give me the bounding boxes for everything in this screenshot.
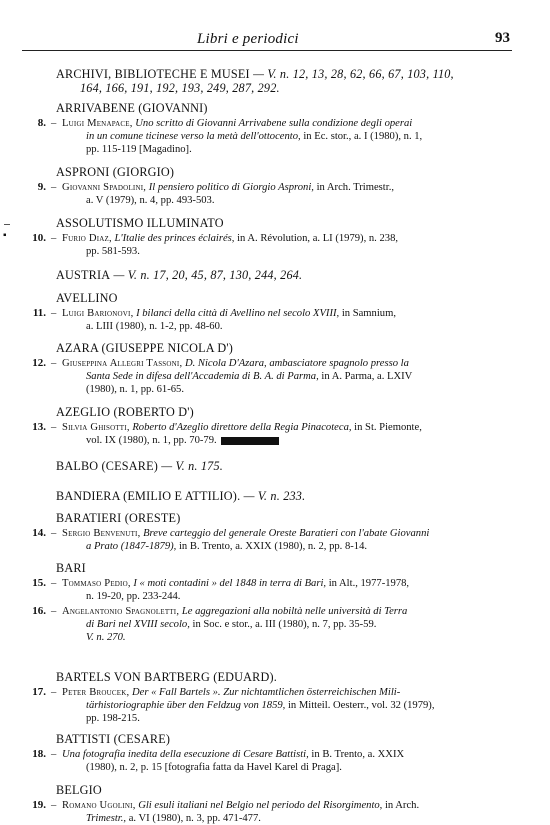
entry-body [62,799,518,825]
heading-text: AZEGLIO (ROBERTO D') [56,405,194,419]
heading-archivi [56,67,454,82]
entry-title-cont: tärhistoriographie über den Feldzug von 1859, [86,700,286,711]
entry-body [62,307,518,333]
entry-dash: – [51,182,57,193]
heading-text: AUSTRIA [56,268,111,282]
heading-bari [56,561,86,576]
entry-author: Silvia Ghisotti, [62,422,130,433]
entry-body [62,605,518,644]
entry-dash: – [51,800,57,811]
entry-title-cont: in un comune ticinese verso la metà dell'ottocento, [86,131,301,142]
entry-number: 17. [32,686,46,698]
entry-dash: – [51,528,57,539]
entry-author: Luigi Menapace, [62,118,133,129]
heading-text: BARATIERI (ORESTE) [56,511,181,525]
heading-text: BALBO (CESARE) [56,459,158,473]
heading-xref: — V. n. 233. [240,489,306,503]
entry-xref: V. n. 270. [86,632,126,643]
entry-title: Il pensiero politico di Giorgio Asproni, [146,182,314,193]
heading-balbo [56,459,223,474]
entry-body [62,357,518,396]
entry-source: in Samnium, [339,308,396,319]
entry-number: 10. [32,232,46,244]
entry-title: Una fotografia inedita della esecuzione di Cesare Battisti, [62,749,309,760]
entry-number: 13. [32,421,46,433]
heading-azeglio [56,405,194,420]
entry-source: in Mitteil. Oesterr., vol. 32 (1979), [285,700,435,711]
entry-title: Gli esuli italiani nel Belgio nel periodo del Risorgimento, [135,800,383,811]
heading-battisti [56,732,170,747]
entry-pages: pp. 115-119 [Magadino]. [86,144,192,155]
entry-dash: – [51,687,57,698]
entry-title: D. Nicola D'Azara, ambasciatore spagnolo presso la [182,358,409,369]
heading-assolutismo [56,216,224,231]
entry-author: Luigi Barionovi, [62,308,134,319]
entry-pages: a. V (1979), n. 4, pp. 493-503. [86,195,215,206]
entry-body [62,748,518,774]
heading-text: ARRIVABENE (GIOVANNI) [56,101,208,115]
entry-source: in B. Trento, a. XXIX (1980), n. 2, pp. 8-14. [176,541,368,552]
entry-author: Tommaso Pedio, [62,578,131,589]
entry-dash: – [51,749,57,760]
entry-author: Giovanni Spadolini, [62,182,147,193]
entry-number: 9. [37,181,46,193]
heading-arrivabene [56,101,208,116]
entry-number: 19. [32,799,46,811]
entry-journal: Trimestr., [86,813,127,824]
entry-dash: – [51,233,57,244]
heading-text: BANDIERA (EMILIO E ATTILIO). [56,489,241,503]
heading-text: AZARA (GIUSEPPE NICOLA D') [56,341,234,355]
entry-number: 18. [32,748,46,760]
entry-source: in Arch. [382,800,420,811]
entry-source: in St. Piemonte, [351,422,422,433]
entry-pages: a. LIII (1980), n. 1-2, pp. 48-60. [86,321,223,332]
heading-text: BATTISTI (CESARE) [56,732,171,746]
entry-pages: (1980), n. 2, p. 15 [fotografia fatta da Havel Karel di Praga]. [86,762,342,773]
margin-tick [4,224,10,225]
entry-title: Breve carteggio del generale Oreste Baratieri con l'abate Giovanni [140,528,430,539]
heading-baratieri [56,511,180,526]
entry-body [62,686,518,725]
entry-number: 16. [32,605,46,617]
entry-author: Furio Diaz, [62,233,112,244]
entry-dash: – [51,308,57,319]
entry-title: Uno scritto di Giovanni Arrivabene sulla condizione degli operai [132,118,413,129]
entry-pages: vol. IX (1980), n. 1, pp. 70-79. [86,435,217,446]
heading-austria [56,268,302,283]
heading-text: ARCHIVI, BIBLIOTECHE E MUSEI [56,67,250,81]
page-number: 93 [495,30,510,46]
entry-author: Giuseppina Allegri Tassoni, [62,358,183,369]
entry-title: L'Italie des princes éclairés, [111,233,235,244]
entry-body [62,577,518,603]
heading-xref: — V. n. 175. [158,459,224,473]
entry-source: in Ec. stor., a. I (1980), n. 1, [300,131,423,142]
entry-title: I bilanci della città di Avellino nel secolo XVIII, [133,308,340,319]
running-head [22,30,512,51]
entry-dash: – [51,118,57,129]
entry-author: Romano Ugolini, [62,800,136,811]
entry-dash: – [51,422,57,433]
entry-source: in A. Révolution, a. LI (1979), n. 238, [234,233,399,244]
entry-title-cont: a Prato (1847-1879), [86,541,177,552]
margin-mark: ▪ [3,230,7,241]
entry-title-cont: Santa Sede in difesa dell'Accademia di B. A. di Parma, [86,371,319,382]
heading-text: BARI [56,561,86,575]
entry-title: Roberto d'Azeglio direttore della Regia Pinacoteca, [129,422,352,433]
heading-text: ASSOLUTISMO ILLUMINATO [56,216,224,230]
running-head-title: Libri e periodici [197,31,299,47]
entry-source: in B. Trento, a. XXIX [308,749,405,760]
entry-title: I « moti contadini » del 1848 in terra di Bari, [130,578,327,589]
entry-body [62,527,518,553]
entry-number: 15. [32,577,46,589]
entry-number: 14. [32,527,46,539]
heading-belgio [56,783,102,798]
heading-xref-continued [80,81,280,96]
heading-text: AVELLINO [56,291,118,305]
entry-title: Der « Fall Bartels ». Zur nichtamtlichen österreichischen Mili- [129,687,401,698]
entry-number: 11. [32,307,46,319]
entry-dash: – [51,358,57,369]
heading-text: BARTELS VON BARTBERG (EDUARD). [56,670,277,684]
entry-dash: – [51,578,57,589]
heading-bandiera [56,489,305,504]
entry-pages: pp. 198-215. [86,713,140,724]
entry-body [62,181,518,207]
entry-source: in A. Parma, a. LXIV [318,371,413,382]
heading-xref: — V. n. 12, 13, 28, 62, 66, 67, 103, 110, [249,67,454,81]
entry-number: 8. [37,117,46,129]
heading-xref-line2: 164, 166, 191, 192, 193, 249, 287, 292. [80,81,280,95]
entry-body [62,117,518,156]
heading-asproni [56,165,174,180]
entry-source: in Alt., 1977-1978, [326,578,410,589]
entry-body [62,232,518,258]
entry-dash: – [51,606,57,617]
entry-title: Le aggregazioni alla nobiltà nelle università di Terra [179,606,408,617]
entry-source: in Arch. Trimestr., [313,182,394,193]
entry-pages: a. VI (1980), n. 3, pp. 471-477. [126,813,261,824]
entry-author: Sergio Benvenuti, [62,528,141,539]
heading-xref: — V. n. 17, 20, 45, 87, 130, 244, 264. [110,268,303,282]
heading-text: ASPRONI (GIORGIO) [56,165,175,179]
entry-pages: pp. 581-593. [86,246,140,257]
entry-author: Angelantonio Spagnoletti, [62,606,180,617]
entry-number: 12. [32,357,46,369]
entry-title-cont: di Bari nel XVIII secolo, [86,619,190,630]
entry-body [62,421,518,447]
heading-text: BELGIO [56,783,102,797]
entry-author: Peter Broucek, [62,687,130,698]
entry-pages: (1980), n. 1, pp. 61-65. [86,384,184,395]
heading-avellino [56,291,118,306]
entry-source: in Soc. e stor., a. III (1980), n. 7, pp. 35-59. [189,619,377,630]
heading-bartels [56,670,277,685]
entry-pages: n. 19-20, pp. 233-244. [86,591,181,602]
redaction-bar [221,437,279,445]
heading-azara [56,341,233,356]
